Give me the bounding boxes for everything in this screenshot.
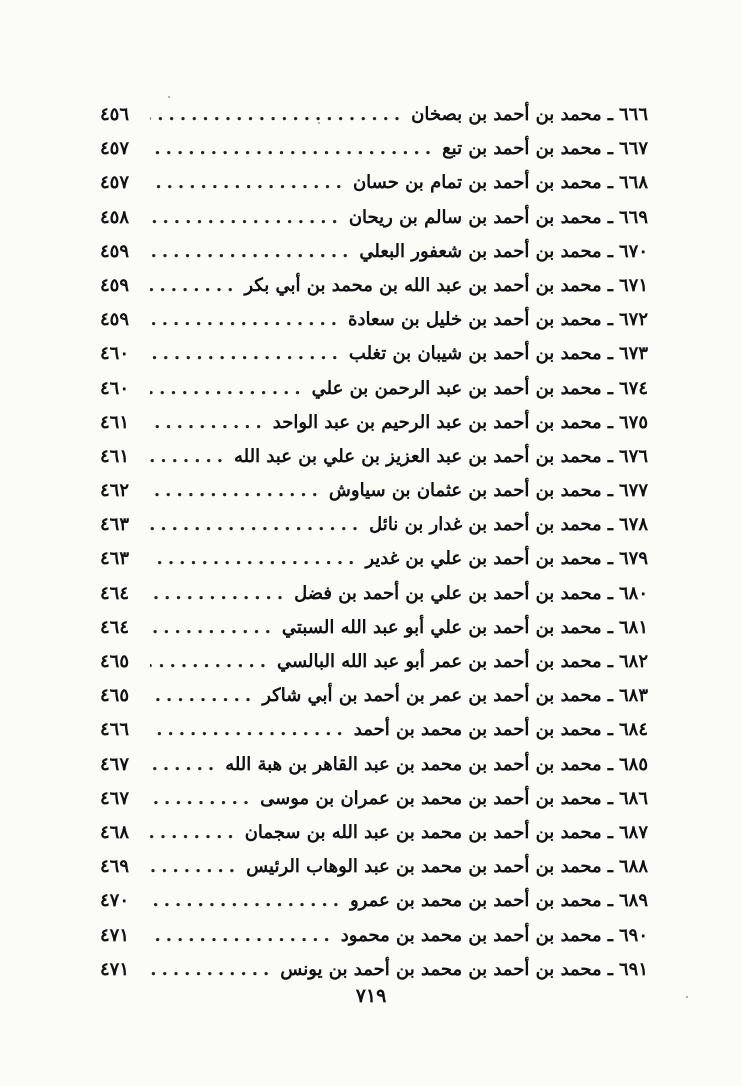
entry-number: ٦٦٦: [618, 104, 648, 125]
entry-page-number: ٤٥٦: [100, 104, 130, 125]
leader-dots: [150, 542, 359, 576]
entry-page-number: ٤٥٧: [100, 138, 130, 160]
paper-speck: [168, 96, 170, 98]
entry-name: محمد بن أحمد بن عبد الرحمن بن علي: [311, 377, 602, 399]
entry-number: ٦٧٣: [618, 343, 648, 365]
entry-page-number: ٤٦٢: [100, 480, 130, 502]
entry-number: ٦٧٤: [618, 377, 648, 399]
toc-row: [100, 679, 648, 713]
entry-page-number: ٤٧٠: [100, 890, 130, 912]
entry-number: ٦٧٧: [618, 480, 648, 502]
leader-dots: [150, 645, 271, 679]
entry-page-number: ٤٥٩: [100, 274, 130, 296]
toc-row: [100, 508, 648, 542]
toc-row: [100, 372, 648, 406]
leader-dots: [150, 98, 405, 132]
entry-number: ٦٨٣: [618, 685, 648, 707]
leader-dots: [150, 577, 288, 611]
entry-page-number: ٤٥٧: [100, 172, 130, 194]
entry-number: ٦٨٦: [618, 787, 648, 809]
table-of-contents: [100, 98, 648, 987]
entry-separator: ـ: [607, 172, 613, 194]
leader-dots: [150, 919, 335, 953]
entry-page-number: ٤٦٥: [100, 685, 130, 707]
entry-number: ٦٧٥: [618, 411, 648, 433]
leader-dots: [150, 269, 238, 303]
entry-separator: ـ: [607, 753, 613, 775]
paper-speck: [686, 996, 688, 998]
entry-name: محمد بن أحمد بن محمد بن عمرو: [349, 890, 602, 912]
entry-separator: ـ: [607, 377, 613, 399]
leader-dots: [150, 337, 343, 371]
entry-number: ٦٨٠: [618, 582, 648, 604]
entry-separator: ـ: [607, 480, 613, 502]
toc-row: [100, 782, 648, 816]
entry-name: محمد بن أحمد بن محمد بن عبد الله بن سجمان: [244, 821, 602, 843]
entry-name: محمد بن أحمد بن تمام بن حسان: [352, 172, 602, 194]
leader-dots: [150, 782, 254, 816]
entry-number: ٦٨٩: [618, 890, 648, 912]
entry-name: محمد بن أحمد بن محمد بن عبد القاهر بن هبة الله: [225, 753, 602, 775]
entry-page-number: ٤٦٣: [100, 548, 130, 570]
entry-page-number: ٤٦٨: [100, 821, 130, 843]
leader-dots: [150, 166, 347, 200]
toc-row: [100, 98, 648, 132]
entry-page-number: ٤٦٤: [100, 582, 130, 604]
entry-number: ٦٩١: [618, 958, 648, 980]
entry-number: ٦٧٠: [618, 240, 648, 262]
entry-separator: ـ: [607, 548, 613, 570]
toc-row: [100, 269, 648, 303]
entry-name: محمد بن أحمد بن عمر أبو عبد الله البالسي: [277, 651, 602, 672]
entry-separator: ـ: [607, 206, 613, 228]
toc-row: [100, 440, 648, 474]
leader-dots: [150, 372, 306, 406]
entry-page-number: ٤٥٨: [100, 206, 130, 228]
entry-page-number: ٤٦٣: [100, 514, 130, 536]
leader-dots: [150, 406, 267, 440]
entry-number: ٦٨٧: [618, 821, 648, 843]
entry-name: محمد بن أحمد بن محمد بن محمود: [340, 924, 602, 946]
entry-separator: ـ: [607, 958, 613, 980]
entry-name: محمد بن أحمد بن عبد الله بن محمد بن أبي بكر: [244, 274, 602, 296]
toc-row: [100, 577, 648, 611]
leader-dots: [150, 235, 353, 269]
entry-separator: ـ: [607, 514, 613, 536]
entry-separator: ـ: [607, 821, 613, 843]
toc-row: [100, 474, 648, 508]
leader-dots: [150, 953, 274, 987]
entry-separator: ـ: [607, 616, 613, 638]
toc-row: [100, 713, 648, 747]
leader-dots: [150, 201, 343, 235]
entry-page-number: ٤٦٧: [100, 753, 130, 775]
entry-page-number: ٤٦٧: [100, 787, 130, 809]
leader-dots: [150, 850, 240, 884]
entry-page-number: ٤٥٩: [100, 309, 130, 331]
entry-name: محمد بن أحمد بن علي بن أحمد بن فضل: [294, 582, 602, 604]
entry-number: ٦٧٩: [618, 548, 648, 570]
toc-row: [100, 235, 648, 269]
toc-row: [100, 919, 648, 953]
toc-row: [100, 132, 648, 166]
entry-name: محمد بن أحمد بن شعفور البعلي: [359, 240, 602, 262]
toc-row: [100, 645, 648, 679]
entry-name: محمد بن أحمد بن سالم بن ريحان: [348, 206, 602, 228]
toc-row: [100, 201, 648, 235]
entry-page-number: ٤٦١: [100, 445, 130, 467]
entry-separator: ـ: [607, 787, 613, 809]
toc-row: [100, 884, 648, 918]
entry-page-number: ٤٦٠: [100, 343, 130, 365]
toc-row: [100, 542, 648, 576]
entry-name: محمد بن أحمد بن غدار بن نائل: [369, 514, 602, 536]
entry-separator: ـ: [607, 343, 613, 365]
leader-dots: [150, 132, 436, 166]
entry-number: ٦٦٩: [618, 206, 648, 228]
leader-dots: [150, 611, 276, 645]
entry-separator: ـ: [607, 411, 613, 433]
entry-number: ٦٧٢: [618, 309, 648, 331]
leader-dots: [150, 474, 323, 508]
entry-page-number: ٤٦٦: [100, 719, 130, 741]
toc-row: [100, 303, 648, 337]
entry-separator: ـ: [607, 582, 613, 604]
entry-name: محمد بن أحمد بن شيبان بن تغلب: [348, 343, 602, 365]
entry-name: محمد بن أحمد بن محمد بن عمران بن موسى: [260, 787, 602, 809]
entry-separator: ـ: [607, 685, 613, 707]
toc-row: [100, 953, 648, 987]
entry-number: ٦٧٨: [618, 514, 648, 536]
entry-name: محمد بن أحمد بن علي أبو عبد الله السبتي: [281, 616, 602, 638]
entry-page-number: ٤٦١: [100, 411, 130, 433]
page-number: ٧١٩: [355, 985, 387, 1007]
entry-name: محمد بن أحمد بن عبد الرحيم بن عبد الواحد: [272, 411, 602, 433]
entry-page-number: ٤٦٠: [100, 377, 130, 399]
entry-separator: ـ: [607, 274, 613, 296]
entry-separator: ـ: [607, 138, 613, 160]
entry-separator: ـ: [607, 719, 613, 741]
entry-name: محمد بن أحمد بن محمد بن عبد الوهاب الرئيس: [246, 856, 602, 878]
toc-row: [100, 166, 648, 200]
entry-name: محمد بن أحمد بن عمر بن أحمد بن أبي شاكر: [262, 685, 602, 707]
entry-number: ٦٦٨: [618, 172, 648, 194]
leader-dots: [150, 884, 344, 918]
toc-row: [100, 816, 648, 850]
leader-dots: [150, 748, 219, 782]
entry-number: ٦٨٤: [618, 719, 648, 741]
entry-name: محمد بن أحمد بن بصخان: [411, 104, 602, 125]
entry-number: ٦٨٥: [618, 753, 648, 775]
entry-separator: ـ: [607, 445, 613, 467]
toc-row: [100, 748, 648, 782]
entry-separator: ـ: [607, 651, 613, 672]
leader-dots: [150, 679, 256, 713]
entry-number: ٦٨٢: [618, 651, 648, 672]
toc-row: [100, 406, 648, 440]
entry-separator: ـ: [607, 924, 613, 946]
toc-row: [100, 337, 648, 371]
entry-number: ٦٨٨: [618, 856, 648, 878]
leader-dots: [150, 508, 363, 542]
entry-name: محمد بن أحمد بن محمد بن أحمد بن يونس: [280, 958, 602, 980]
entry-number: ٦٧١: [618, 274, 648, 296]
entry-number: ٦٨١: [618, 616, 648, 638]
entry-name: محمد بن أحمد بن تبع: [442, 138, 602, 160]
entry-page-number: ٤٧١: [100, 924, 130, 946]
entry-name: محمد بن أحمد بن خليل بن سعادة: [348, 309, 602, 331]
entry-separator: ـ: [607, 890, 613, 912]
entry-number: ٦٦٧: [618, 138, 648, 160]
entry-number: ٦٩٠: [618, 924, 648, 946]
entry-separator: ـ: [607, 309, 613, 331]
paper-speck: [318, 122, 320, 124]
toc-row: [100, 611, 648, 645]
entry-page-number: ٤٦٥: [100, 651, 130, 672]
entry-page-number: ٤٧١: [100, 958, 130, 980]
entry-page-number: ٤٦٩: [100, 856, 130, 878]
leader-dots: [150, 303, 342, 337]
leader-dots: [150, 713, 348, 747]
entry-page-number: ٤٥٩: [100, 240, 130, 262]
entry-separator: ـ: [607, 856, 613, 878]
leader-dots: [150, 440, 228, 474]
entry-number: ٦٧٦: [618, 445, 648, 467]
entry-page-number: ٤٦٤: [100, 616, 130, 638]
toc-row: [100, 850, 648, 884]
entry-separator: ـ: [607, 240, 613, 262]
entry-name: محمد بن أحمد بن عبد العزيز بن علي بن عبد الله: [234, 445, 602, 467]
entry-name: محمد بن أحمد بن محمد بن أحمد: [353, 719, 602, 741]
entry-name: محمد بن أحمد بن علي بن غدير: [365, 548, 602, 570]
entry-separator: ـ: [607, 104, 613, 125]
entry-name: محمد بن أحمد بن عثمان بن سياوش: [328, 480, 602, 502]
leader-dots: [150, 816, 239, 850]
